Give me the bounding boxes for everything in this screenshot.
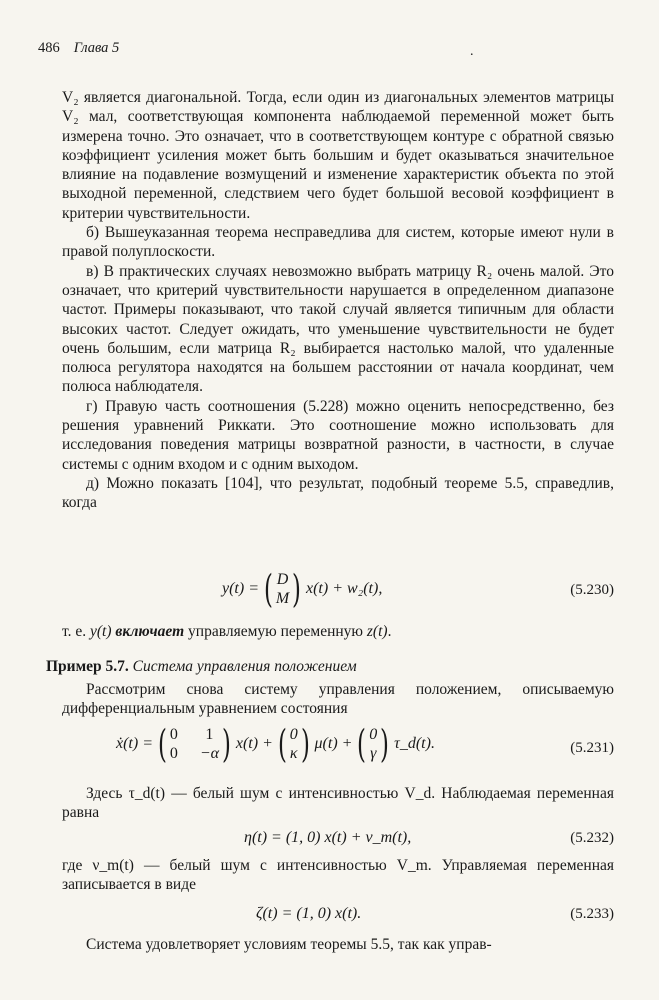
eq230-rhs: x(t) + w₂(t),	[305, 580, 383, 597]
eq231-b1: 0	[289, 726, 298, 743]
eq231-mid2: μ(t) +	[314, 735, 353, 752]
eq233-text: ζ(t) = (1, 0) x(t).	[256, 905, 362, 922]
noise-paragraph: Здесь τ_d(t) — белый шум с интенсивностью V_d. Наблюдаемая переменная равна	[62, 785, 614, 822]
eq230-lhs: y(t) =	[222, 580, 259, 597]
after230-end: .	[387, 623, 392, 640]
after230-prefix: т. е.	[62, 623, 90, 640]
equation-number-5-231: (5.231)	[570, 740, 614, 756]
page-number: 486	[38, 40, 60, 56]
eq231-vector-c: ( 0 γ )	[357, 722, 390, 766]
after230-y: y(t)	[90, 623, 112, 640]
eq231-end: τ_d(t).	[394, 735, 435, 752]
text-block-3	[62, 784, 614, 823]
equation-5-230	[222, 567, 383, 611]
paragraph-1: V₂ является диагональной. Тогда, если один из диагональных элементов матрицы V₂ мал, соответствующая компонента наблюдаемой переменной может быть измерена точно. Это означает, что в соответствующем контуре с обратной связью коэффициент усиления может быть большим и будет оказываться значительное влияние на подавление возмущений и изменение характеристик объекта по этой выходной переменной, следствием чего будет большой весовой коэффициент в критерии чувствительности.	[62, 89, 614, 222]
header-dot: .	[470, 44, 474, 59]
eq230-m-top: D	[276, 571, 289, 588]
text-block-1	[62, 88, 614, 513]
eq231-a12: 1	[205, 726, 214, 743]
eq231-vector-b: ( 0 κ )	[277, 722, 310, 766]
example-title: Система управления положением	[132, 658, 357, 675]
text-block-2	[62, 680, 614, 719]
final-paragraph: Система удовлетворяет условиям теоремы 5.5, так как управ-	[86, 936, 492, 953]
eq231-matrix-a: ( 0 1 0 −α )	[157, 722, 231, 766]
equation-5-231	[116, 722, 435, 766]
eq231-lhs: ẋ(t) =	[116, 735, 153, 752]
eq231-a11: 0	[169, 726, 178, 743]
page-header	[38, 40, 119, 57]
text-block-5	[62, 935, 614, 954]
eq231-a21: 0	[169, 745, 178, 762]
eq231-b2: κ	[289, 745, 298, 762]
paragraph-v: в) В практических случаях невозможно выбрать матрицу R₂ очень малой. Это означает, что критерий чувствительности нарушается в определенном диапазоне частот. Примеры показывают, что такой случай является типичным для области высоких частот. Следует ожидать, что уменьшение чувствительности не будет очень большим, если матрица R₂ выбирается настолько малой, что удаленные полюса регулятора находятся на большем расстоянии от начала координат, чем полюса наблюдателя.	[62, 262, 614, 396]
eq230-m-bot: M	[275, 590, 290, 607]
after-eq230-line	[62, 622, 614, 641]
after230-z: z(t)	[366, 623, 388, 640]
example-label: Пример 5.7.	[46, 658, 129, 675]
equation-5-233	[256, 905, 361, 923]
controlled-var-paragraph: где ν_m(t) — белый шум с интенсивностью V_m. Управляемая переменная записывается в виде	[62, 857, 614, 894]
equation-5-232	[244, 829, 411, 847]
example-paragraph: Рассмотрим снова систему управления положением, описываемую дифференциальным уравнением состояния	[62, 681, 614, 718]
paragraph-d: д) Можно показать [104], что результат, подобный теореме 5.5, справедлив, когда	[62, 474, 614, 512]
eq231-c2: γ	[370, 745, 377, 762]
after230-rest: управляемую переменную	[184, 623, 367, 640]
equation-number-5-233: (5.233)	[570, 906, 614, 922]
eq231-a22: −α	[199, 745, 220, 762]
equation-number-5-232: (5.232)	[570, 830, 614, 846]
eq231-c1: 0	[369, 726, 378, 743]
example-heading	[46, 658, 357, 676]
paragraph-b: б) Вышеуказанная теорема несправедлива для систем, которые имеют нули в правой полуплоскости.	[62, 224, 614, 261]
eq230-matrix: ( D M )	[263, 567, 302, 611]
chapter-title: Глава 5	[73, 40, 120, 56]
text-block-4	[62, 856, 614, 895]
equation-number-5-230: (5.230)	[570, 582, 614, 598]
eq232-text: η(t) = (1, 0) x(t) + ν_m(t),	[244, 829, 412, 846]
eq231-mid: x(t) +	[235, 735, 273, 752]
after230-verb: включает	[115, 623, 185, 640]
paragraph-g: г) Правую часть соотношения (5.228) можно оценить непосредственно, без решения уравнений Риккати. Это соотношение можно использовать для исследования поведения матрицы возвратной разности, в частности, в случае системы с одним входом и с одним выходом.	[62, 397, 614, 473]
